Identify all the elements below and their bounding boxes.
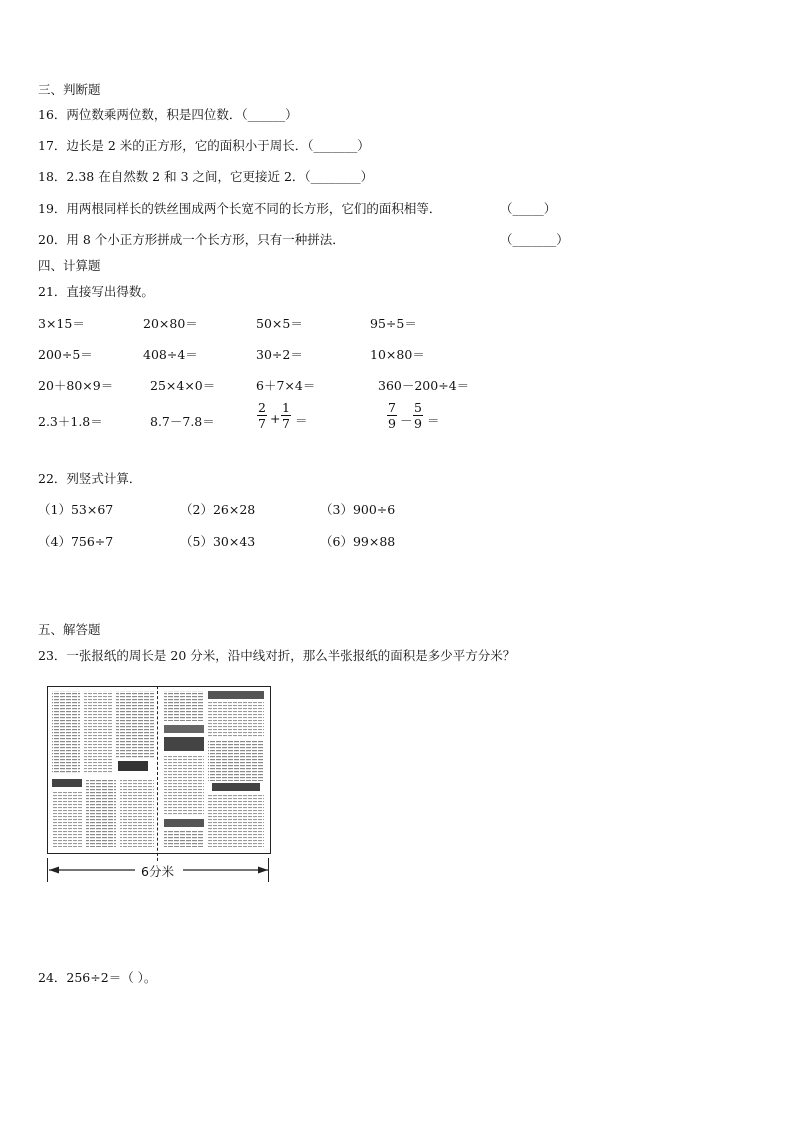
q22-item-6: （6）99×88	[320, 534, 396, 549]
q21-title: 21．直接写出得数。	[38, 284, 154, 299]
q21-r4-c2: 8.7－7.8＝	[150, 414, 215, 429]
judge-item-18: 18．2.38 在自然数 2 和 3 之间，它更接近 2．（________）	[38, 169, 374, 184]
fraction-denominator: 7	[282, 416, 290, 431]
q22-item-1: （1）53×67	[38, 502, 114, 517]
judge-item-20-blank: （_______）	[500, 232, 569, 247]
fraction-denominator: 7	[258, 416, 266, 431]
q24-text: 24．256÷2＝（ ）。	[38, 970, 157, 985]
fraction-operator: －	[400, 413, 413, 428]
fraction-numerator: 2	[258, 400, 266, 415]
fraction-2-7	[257, 400, 267, 431]
fraction-numerator: 7	[388, 400, 396, 415]
q21-r3-c1: 20＋80×9＝	[38, 378, 114, 393]
q21-r1-c2: 20×80＝	[143, 316, 198, 331]
q22-item-3: （3）900÷6	[320, 502, 396, 517]
fraction-equals: ＝	[295, 413, 308, 428]
q21-r2-c1: 200÷5＝	[38, 347, 93, 362]
fraction-equals: ＝	[427, 413, 440, 428]
q22-item-2: （2）26×28	[180, 502, 256, 517]
judge-item-20: 20．用 8 个小正方形拼成一个长方形，只有一种拼法．	[38, 232, 345, 247]
q21-r1-c3: 50×5＝	[256, 316, 303, 331]
q21-r3-c4: 360－200÷4＝	[378, 378, 470, 393]
section-heading-solve: 五、解答题	[38, 622, 101, 637]
q22-title: 22．列竖式计算．	[38, 471, 142, 486]
fold-line	[157, 686, 158, 871]
fraction-7-9	[387, 400, 397, 431]
dimension-label: 6分米	[138, 862, 177, 880]
section-heading-calc: 四、计算题	[38, 258, 101, 273]
fraction-denominator: 9	[388, 416, 396, 431]
fraction-operator: +	[270, 411, 281, 426]
judge-item-17: 17．边长是 2 米的正方形，它的面积小于周长．（_______）	[38, 138, 370, 153]
q21-r1-c4: 95÷5＝	[370, 316, 417, 331]
judge-item-16: 16．两位数乘两位数，积是四位数．（______）	[38, 107, 298, 122]
q23-title: 23．一张报纸的周长是 20 分米，沿中线对折，那么半张报纸的面积是多少平方分米？	[38, 648, 516, 663]
q21-r2-c2: 408÷4＝	[143, 347, 198, 362]
q21-r1-c1: 3×15＝	[38, 316, 85, 331]
q22-item-5: （5）30×43	[180, 534, 256, 549]
section-heading-judge: 三、判断题	[38, 82, 101, 97]
fraction-5-9	[413, 400, 423, 431]
newspaper-illustration	[47, 686, 271, 854]
fraction-numerator: 5	[414, 400, 422, 415]
q21-r4-c1: 2.3＋1.8＝	[38, 414, 103, 429]
judge-item-19: 19．用两根同样长的铁丝围成两个长宽不同的长方形，它们的面积相等．	[38, 201, 442, 216]
q21-r2-c3: 30÷2＝	[256, 347, 303, 362]
fraction-denominator: 9	[414, 416, 422, 431]
judge-item-19-blank: （_____）	[500, 201, 557, 216]
fraction-numerator: 1	[282, 400, 290, 415]
q21-r3-c2: 25×4×0＝	[150, 378, 216, 393]
q21-r2-c4: 10×80＝	[370, 347, 425, 362]
q21-r3-c3: 6＋7×4＝	[256, 378, 316, 393]
newspaper-texture	[48, 687, 270, 853]
fraction-1-7	[281, 400, 291, 431]
q22-item-4: （4）756÷7	[38, 534, 114, 549]
